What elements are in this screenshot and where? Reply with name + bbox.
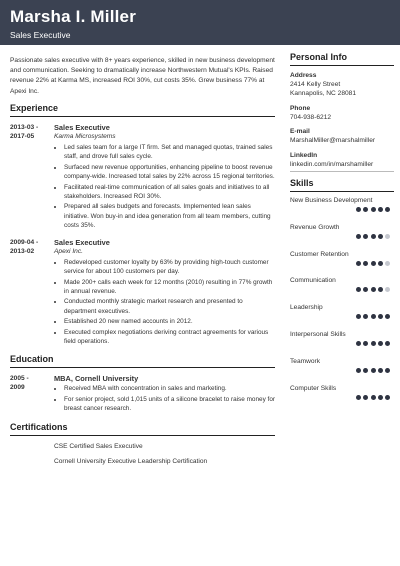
rating-dot-empty	[385, 234, 390, 239]
job-bullet: • Redeveloped customer loyalty by 63% by providing high-touch customer service for about 100 customers per day.	[64, 258, 275, 277]
skill-name: Leadership	[290, 304, 323, 312]
job-bullets	[54, 143, 275, 231]
rating-dot-filled	[371, 261, 376, 266]
job-details	[54, 238, 275, 348]
skill-item	[290, 382, 394, 409]
education-bullet: • Received MBA with concentration in sales and marketing.	[64, 384, 275, 393]
skill-item	[290, 248, 394, 275]
rating-dot-filled	[356, 341, 361, 346]
skill-name: New Business Development	[290, 197, 373, 205]
job-start-date: 2013-03 -	[10, 123, 39, 131]
rating-dot-filled	[385, 341, 390, 346]
rating-dot-filled	[378, 314, 383, 319]
rating-dot-filled	[378, 395, 383, 400]
rating-dot-filled	[378, 341, 383, 346]
rating-dot-filled	[371, 395, 376, 400]
certifications-heading: Certifications	[10, 422, 275, 436]
rating-dot-filled	[356, 207, 361, 212]
rating-dot-filled	[363, 261, 368, 266]
education-start-date: 2005 -	[10, 374, 29, 382]
job-bullet: • Established 20 new named accounts in 2012.	[64, 317, 275, 326]
rating-dot-empty	[385, 261, 390, 266]
linkedin-value: linkedin.com/in/marshamiller	[290, 160, 374, 168]
candidate-role: Sales Executive	[10, 30, 71, 40]
job-end-date: 2013-02	[10, 247, 35, 255]
job-start-date: 2009-04 -	[10, 238, 39, 246]
job-company: Karma Microsystems	[54, 133, 116, 141]
rating-dot-filled	[378, 287, 383, 292]
education-section	[10, 354, 275, 415]
skill-rating	[356, 287, 390, 292]
phone-label: Phone	[290, 104, 311, 112]
skill-item	[290, 194, 394, 221]
education-end-date: 2009	[10, 383, 25, 391]
address-line-2: Kannapolis, NC 28081	[290, 90, 356, 98]
skill-rating	[356, 368, 390, 373]
rating-dot-filled	[356, 234, 361, 239]
skill-item	[290, 301, 394, 328]
email-label: E-mail	[290, 128, 310, 136]
divider	[290, 171, 394, 172]
skill-rating	[356, 314, 390, 319]
skill-name: Revenue Growth	[290, 223, 340, 231]
main-column	[10, 52, 275, 466]
job-title: Sales Executive	[54, 122, 110, 132]
rating-dot-filled	[363, 234, 368, 239]
skill-name: Teamwork	[290, 357, 321, 365]
rating-dot-filled	[363, 341, 368, 346]
experience-section	[10, 103, 275, 348]
education-dates	[10, 374, 54, 415]
linkedin-label: LinkedIn	[290, 151, 318, 159]
rating-dot-filled	[356, 368, 361, 373]
certifications-section	[10, 422, 275, 466]
rating-dot-filled	[356, 261, 361, 266]
rating-dot-filled	[378, 368, 383, 373]
job-title: Sales Executive	[54, 237, 110, 247]
rating-dot-filled	[378, 207, 383, 212]
education-entry	[10, 374, 275, 415]
rating-dot-empty	[385, 287, 390, 292]
certification-item: CSE Certified Sales Executive	[54, 443, 143, 451]
job-bullet: • Prepared all sales budgets and forecasts. Implemented lean sales initiative. Won buy-in and idea generation from all team members, cutting costs 35%.	[64, 202, 275, 230]
job-end-date: 2017-05	[10, 133, 35, 141]
rating-dot-filled	[363, 368, 368, 373]
job-bullet: • Facilitated real-time communication of all sales goals and initiatives to all stakeholders. Increased ROI 30%.	[64, 183, 275, 202]
degree-title: MBA, Cornell University	[54, 373, 139, 383]
skill-item	[290, 274, 394, 301]
job-bullets	[54, 258, 275, 347]
rating-dot-filled	[371, 234, 376, 239]
skills-heading: Skills	[290, 178, 394, 192]
job-company: Apexi Inc.	[54, 248, 83, 256]
rating-dot-filled	[363, 395, 368, 400]
education-bullet: • For senior project, sold 1,015 units of a silicone bracelet to raise money for breast cancer research.	[64, 395, 275, 414]
rating-dot-filled	[363, 207, 368, 212]
job-entry	[10, 238, 275, 348]
experience-heading: Experience	[10, 103, 275, 117]
candidate-name: Marsha I. Miller	[10, 7, 137, 26]
skill-name: Customer Retention	[290, 250, 349, 258]
job-bullet: • Led sales team for a large IT firm. Set and managed quotas, trained sales staff, and drove full sales cycle.	[64, 143, 275, 162]
rating-dot-filled	[371, 368, 376, 373]
rating-dot-filled	[385, 314, 390, 319]
rating-dot-filled	[385, 395, 390, 400]
rating-dot-filled	[371, 207, 376, 212]
address-line-1: 2414 Kelly Street	[290, 81, 341, 88]
rating-dot-filled	[378, 261, 383, 266]
rating-dot-filled	[371, 287, 376, 292]
rating-dot-filled	[363, 314, 368, 319]
job-bullet: • Surfaced new revenue opportunities, enhancing pipeline to boost revenue company-wide. Increased total sales by 22% across 15 regional territories.	[64, 163, 275, 182]
job-bullet: • Made 200+ calls each week for 12 months (2010) resulting in 77% growth in annual revenue.	[64, 278, 275, 297]
job-details	[54, 123, 275, 232]
skill-rating	[356, 234, 390, 239]
rating-dot-filled	[371, 314, 376, 319]
education-bullets	[54, 384, 275, 413]
rating-dot-filled	[378, 234, 383, 239]
skill-item	[290, 221, 394, 248]
summary-text: Passionate sales executive with 8+ years experience, skilled in new business development and communication. Seeking to dramatically increase Northwestern Mutual's KPIs. Raised revenue 22% at Karma MS, increased ROI 30%, cut costs 35%. Grew business 77% at Apexi Inc.	[10, 57, 275, 95]
skill-rating	[356, 261, 390, 266]
skill-rating	[356, 207, 390, 212]
address-label: Address	[290, 72, 317, 79]
certification-item: Cornell University Executive Leadership Certification	[54, 458, 208, 466]
rating-dot-filled	[371, 341, 376, 346]
rating-dot-filled	[356, 395, 361, 400]
skill-item	[290, 328, 394, 355]
job-dates	[10, 238, 54, 348]
rating-dot-filled	[385, 207, 390, 212]
job-bullet: • Conducted monthly strategic market research and presented to department executives.	[64, 297, 275, 316]
job-dates	[10, 123, 54, 232]
education-details	[54, 374, 275, 415]
resume-header	[0, 0, 400, 45]
personal-info-heading: Personal Info	[290, 52, 394, 66]
email-value: MarshalMiller@marshalmiller	[290, 137, 376, 145]
skill-name: Communication	[290, 277, 336, 285]
rating-dot-filled	[356, 314, 361, 319]
job-bullet: • Executed complex negotiations deriving contract agreements for various field operations.	[64, 328, 275, 347]
skill-rating	[356, 395, 390, 400]
rating-dot-filled	[356, 287, 361, 292]
skills-list	[290, 194, 394, 408]
side-column	[290, 52, 394, 408]
rating-dot-filled	[363, 287, 368, 292]
skill-name: Computer Skills	[290, 384, 337, 392]
skill-rating	[356, 341, 390, 346]
skill-name: Interpersonal Skills	[290, 331, 346, 339]
education-heading: Education	[10, 354, 275, 368]
phone-value: 704-938-6212	[290, 113, 332, 121]
rating-dot-filled	[385, 368, 390, 373]
job-entry	[10, 123, 275, 232]
skill-item	[290, 355, 394, 382]
